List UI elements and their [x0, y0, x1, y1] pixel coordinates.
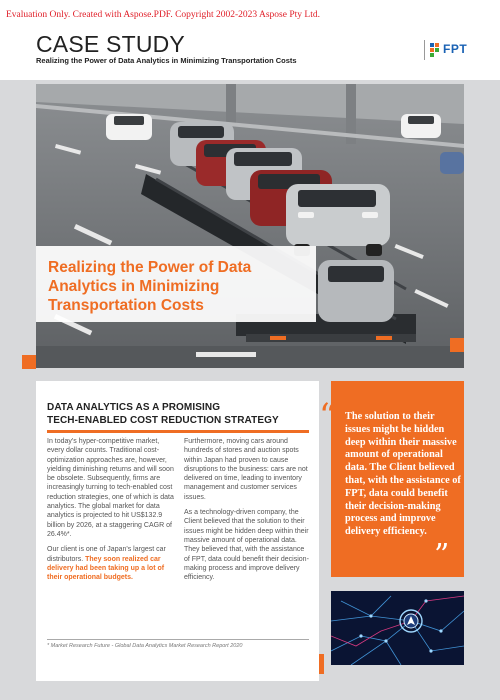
watermark-text: Evaluation Only. Created with Aspose.PDF. Copyright 2002-2023 Aspose Pty Ltd.: [6, 10, 320, 20]
hero-headline: Realizing the Power of Data Analytics in Minimizing Transportation Costs: [48, 259, 252, 314]
logo-wordmark: FPT: [443, 42, 468, 56]
footnote: * Market Research Future - Global Data Analytics Market Research Report 2020: [47, 639, 309, 649]
orange-square-decoration: [450, 338, 464, 352]
open-quote-mark: “: [319, 396, 337, 436]
article-column-left: [47, 437, 174, 588]
article-heading-line2: TECH-ENABLED COST REDUCTION STRATEGY: [47, 414, 279, 426]
close-quote-mark: ”: [434, 538, 450, 573]
article-heading-line1: DATA ANALYTICS AS A PROMISING: [47, 402, 221, 413]
hero-image: [36, 84, 464, 368]
page-subtitle: Realizing the Power of Data Analytics in Minimizing Transportation Costs: [36, 56, 297, 65]
article-card: [36, 381, 319, 681]
logo-mark-icon: [430, 43, 440, 57]
article-paragraph: Furthermore, moving cars around hundreds of stores and auction spots within Japan had proven to cause disruptions to the business: cars are not delivered on time, leading to inventory management and customer services issues.: [184, 438, 308, 501]
article-paragraph: In today's hyper-competitive market, every dollar counts. Traditional cost-optimization approaches are, however, yielding diminishing returns and will soon be obsolete. Subsequently, firms are increasingly turning to tech-enabled cost reduction strategies, one of which is data analytics. The global market for data analytics is projected to hit US$132.9 billion by 2026, at a staggering CAGR of 26.4%*.: [47, 438, 174, 538]
highlighted-text: They soon realized car delivery had been taking up a lot of their operational budgets.: [47, 555, 165, 582]
hero-headline-box: [36, 246, 316, 322]
article-column-right: [184, 437, 311, 588]
orange-square-decoration: [22, 355, 36, 369]
article-paragraph: [47, 545, 174, 582]
pull-quote-box: [319, 381, 464, 577]
article-paragraph: As a technology-driven company, the Client believed that the solution to their issues might be hidden deep within their massive amount of operational data. They believed that, with the assistance of FPT, data could benefit their decision-making process and improve delivery efficiency.: [184, 509, 309, 582]
tech-network-image: [331, 591, 464, 665]
logo-divider: [424, 40, 425, 60]
paragraph-text: Our client is one of Japan's largest car distributors.: [47, 546, 166, 563]
article-heading: [47, 402, 309, 433]
page-title: CASE STUDY: [36, 31, 185, 57]
fpt-logo: [424, 38, 476, 62]
pull-quote-text: The solution to their issues might be hidden deep within their massive amount of operational data. The Client believed that, with the assistance of FPT, data could benefit their decision-making process and improve delivery efficiency.: [345, 411, 461, 538]
